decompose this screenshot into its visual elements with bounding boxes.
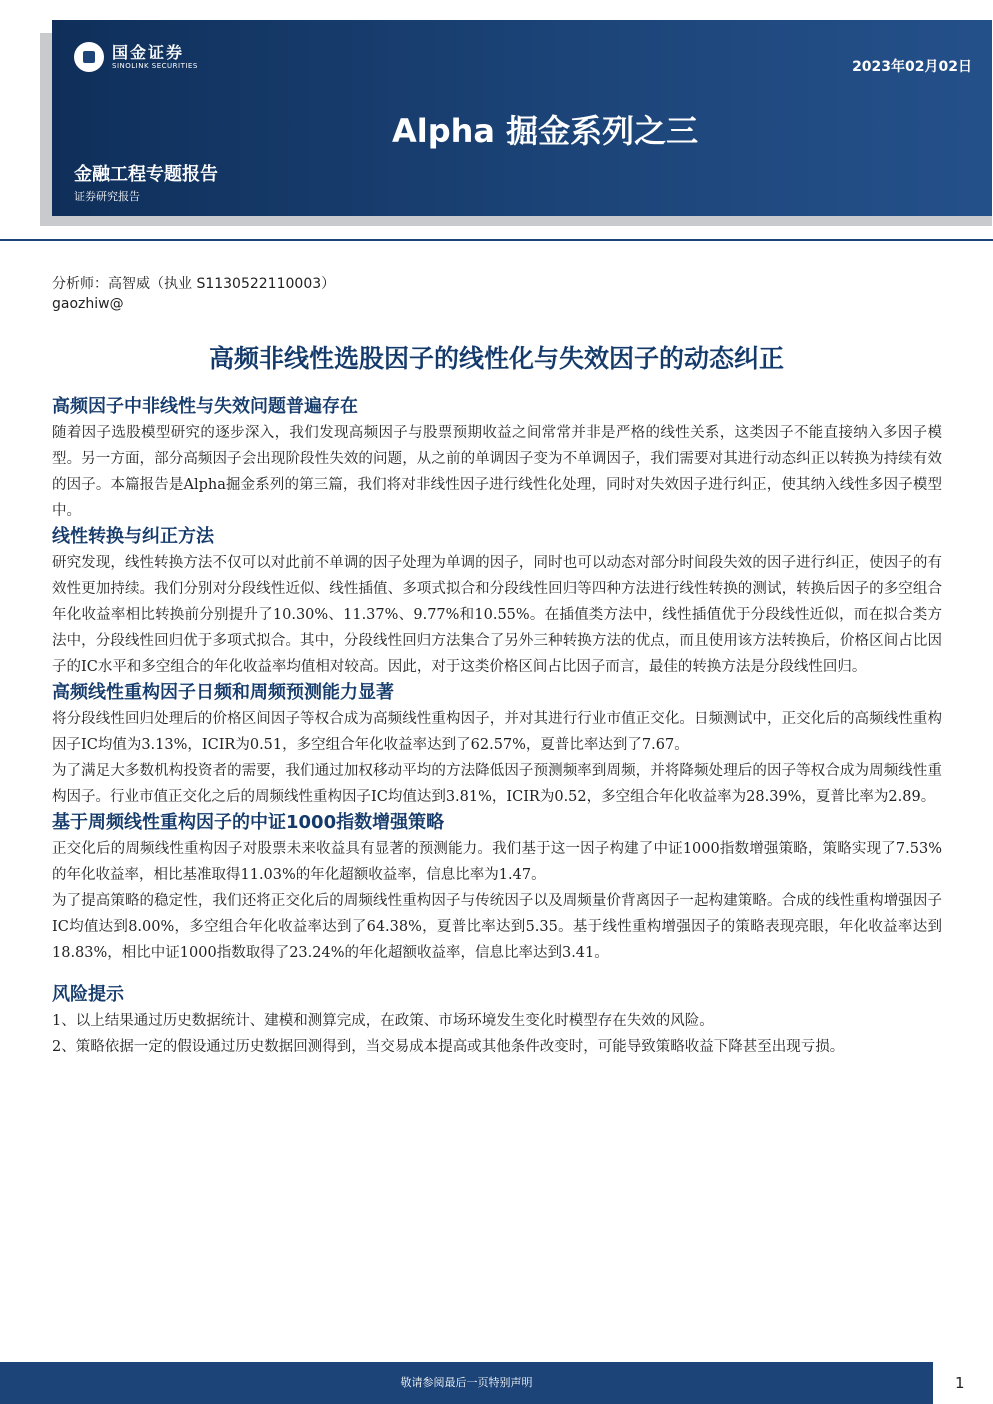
section-paragraph: 研究发现，线性转换方法不仅可以对此前不单调的因子处理为单调的因子，同时也可以动态对部分时间段失效的因子进行纠正，使因子的有效性更加持续。我们分别对分段线性近似、线性插值、多项式拟合和分段线性回归等四种方法进行线性转换的测试，转换后因子的多空组合年化收益率相比转换前分别提升了10.30%、11.37%、9.77%和10.55%。在插值类方法中，线性插值优于分段线性近似，而在拟合类方法中，分段线性回归优于多项式拟合。其中，分段线性回归方法集合了另外三种转换方法的优点，而且使用该方法转换后，价格区间占比因子的IC水平和多空组合的年化收益率均值相对较高。因此，对于这类价格区间占比因子而言，最佳的转换方法是分段线性回归。: [52, 555, 942, 675]
footer-disclaimer-note: 敬请参阅最后一页特别声明: [400, 1376, 533, 1389]
risk-item: 1、以上结果通过历史数据统计、建模和测算完成，在政策、市场环境发生变化时模型存在失效的风险。: [52, 1013, 714, 1029]
section-paragraph: 将分段线性回归处理后的价格区间因子等权合成为高频线性重构因子，并对其进行行业市值正交化。日频测试中，正交化后的高频线性重构因子IC均值为3.13%，ICIR为0.51，多空组合年化收益率达到了62.57%，夏普比率达到了7.67。: [52, 711, 942, 753]
section-paragraph: 为了提高策略的稳定性，我们还将正交化后的周频线性重构因子与传统因子以及周频量价背离因子一起构建策略。合成的线性重构增强因子IC均值达到8.00%，多空组合年化收益率达到了64.38%，夏普比率达到5.35。基于线性重构增强因子的策略表现亮眼，年化收益率达到18.83%，相比中证1000指数取得了23.24%的年化超额收益率，信息比率达到3.41。: [52, 893, 942, 961]
report-date: 2023年02月02日: [852, 59, 972, 75]
section-heading: 高频因子中非线性与失效问题普遍存在: [52, 396, 358, 417]
report-type: 金融工程专题报告: [74, 164, 218, 185]
report-title: 高频非线性选股因子的线性化与失效因子的动态纠正: [208, 344, 784, 373]
series-title: Alpha 掘金系列之三: [392, 112, 699, 150]
analyst-line: 分析师：高智威（执业 S1130522110003）: [52, 276, 336, 292]
section-heading: 基于周频线性重构因子的中证1000指数增强策略: [52, 812, 445, 833]
report-subtitle: 证券研究报告: [74, 190, 140, 203]
report-body: [52, 394, 942, 1060]
brand-name-cn: 国金证券: [112, 42, 185, 62]
section-heading: 高频线性重构因子日频和周频预测能力显著: [52, 682, 394, 703]
analyst-email: gaozhiw@: [52, 296, 124, 312]
section-paragraph: 随着因子选股模型研究的逐步深入，我们发现高频因子与股票预期收益之间常常并非是严格的线性关系，这类因子不能直接纳入多因子模型。另一方面，部分高频因子会出现阶段性失效的问题，从之前的单调因子变为不单调因子，我们需要对其进行动态纠正以转换为持续有效的因子。本篇报告是Alpha掘金系列的第三篇，我们将对非线性因子进行线性化处理，同时对失效因子进行纠正，使其纳入线性多因子模型中。: [52, 425, 942, 519]
logo-mark-icon: [74, 42, 104, 72]
risk-heading: 风险提示: [52, 984, 124, 1005]
header-banner: [52, 20, 992, 216]
section-heading: 线性转换与纠正方法: [52, 526, 214, 547]
section-paragraph: 为了满足大多数机构投资者的需要，我们通过加权移动平均的方法降低因子预测频率到周频，并将降频处理后的因子等权合成为周频线性重构因子。行业市值正交化之后的周频线性重构因子IC均值达到3.81%，ICIR为0.52，多空组合年化收益率为28.39%，夏普比率为2.89。: [52, 763, 942, 805]
brand-name-en: SINOLINK SECURITIES: [112, 61, 198, 70]
page-number: 1: [955, 1374, 965, 1392]
header-divider: [0, 239, 993, 241]
brand-logo: [74, 42, 198, 72]
section-paragraph: 正交化后的周频线性重构因子对股票未来收益具有显著的预测能力。我们基于这一因子构建了中证1000指数增强策略，策略实现了7.53%的年化收益率，相比基准取得11.03%的年化超额收益率，信息比率为1.47。: [52, 841, 942, 883]
risk-item: 2、策略依据一定的假设通过历史数据回测得到，当交易成本提高或其他条件改变时，可能导致策略收益下降甚至出现亏损。: [52, 1039, 845, 1055]
